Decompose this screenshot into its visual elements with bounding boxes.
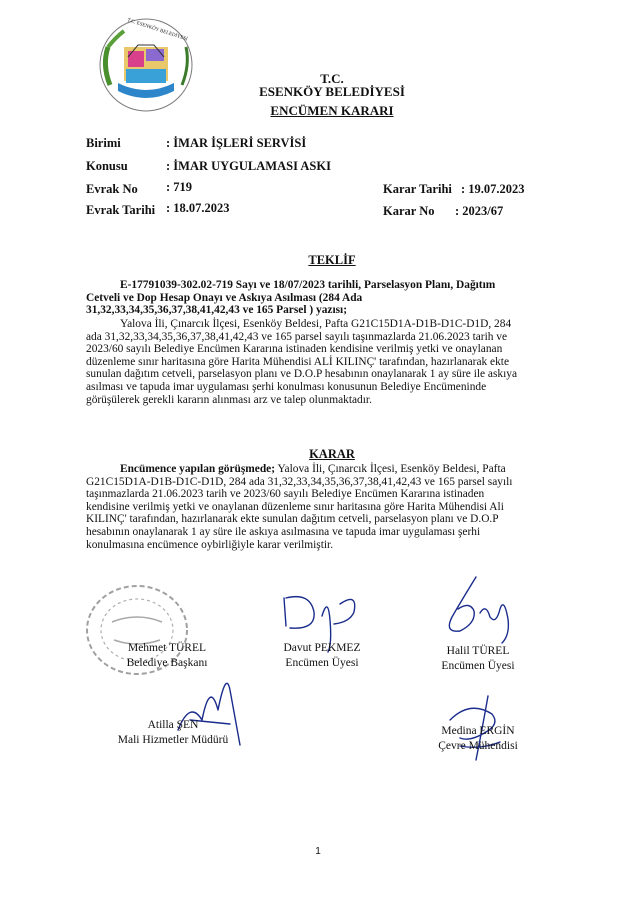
signature-block [82, 641, 252, 671]
teklif-subject-line: Cetveli ve Dop Hesap Onayı ve Askıya Asılması (284 Ada [86, 291, 363, 304]
teklif-subject [86, 279, 556, 317]
konusu-label: Konusu [86, 159, 128, 173]
signatory-title: Encümen Üyesi [285, 657, 359, 669]
signature-block [88, 718, 258, 748]
karar-first-line-rest: Yalova İli, Çınarcık İlçesi, Esenköy Beldesi, Pafta [275, 463, 506, 475]
karar-title: KARAR [309, 447, 355, 461]
konusu-value: : İMAR UYGULAMASI ASKI [166, 159, 331, 173]
signatory-name: Mehmet TÜREL [127, 642, 207, 654]
evrak-tarihi-value: : 18.07.2023 [166, 201, 230, 215]
teklif-line: ada 31,32,33,34,35,36,37,38,41,42,43 ve 165 parsel sayılı taşınmazlarda 21.06.2023 tarih ve [86, 330, 508, 343]
teklif-line: asılması ve tapuda imar uygulaması şerhi konulması konusunun Belediye Encümeninde [86, 380, 487, 393]
karar-tarihi-label: Karar Tarihi [383, 182, 452, 196]
birimi-label: Birimi [86, 136, 121, 150]
signatory-title: Çevre Mühendisi [438, 740, 518, 752]
karar-line: hesabının onaylanarak 1 ay süre ile askıya asılmasına ve tapuda imar uygulaması şerhi [86, 525, 481, 538]
signatory-title: Mali Hizmetler Müdürü [117, 734, 229, 746]
header-municipality: ESENKÖY BELEDİYESİ [259, 84, 405, 99]
karar-tarihi-value: : 19.07.2023 [461, 182, 525, 196]
signature-mark [430, 573, 520, 648]
karar-no-value: : 2023/67 [455, 204, 504, 218]
teklif-line: Yalova İli, Çınarcık İlçesi, Esenköy Beldesi, Pafta G21C15D1A-D1B-D1C-D1D, 284 [120, 318, 512, 330]
signature-block [393, 644, 563, 674]
signatory-title: Belediye Başkanı [126, 657, 208, 669]
karar-line: konulmasına encümence oybirliğiyle karar verilmiştir. [86, 538, 334, 551]
teklif-body [86, 318, 556, 406]
evrak-no-value: : 719 [166, 180, 193, 194]
teklif-title: TEKLİF [308, 253, 356, 267]
page-number: 1 [315, 846, 321, 857]
teklif-subject-line: 31,32,33,34,35,36,37,38,41,42,43 ve 165 Parsel ) yazısı; [86, 304, 348, 317]
svg-text:T.C. ESENKÖY BELEDİYESİ: T.C. ESENKÖY BELEDİYESİ [126, 18, 189, 43]
evrak-no-label: Evrak No [86, 182, 138, 196]
signature-block [237, 641, 407, 671]
karar-line: KILINÇ' tarafından, hazırlanarak ekte sunulan dağıtım cetveli, parselasyon planı ve D.O.P [86, 513, 499, 526]
signatory-name: Medina ERGİN [441, 725, 515, 737]
karar-line: taşınmazlarda 21.06.2023 tarih ve 2023/60 sayılı Belediye Encümen Kararına istinaden [86, 488, 485, 501]
karar-first-line [86, 463, 556, 476]
karar-lead: Encümence yapılan görüşmede; [120, 463, 276, 475]
karar-no-label: Karar No [383, 204, 435, 218]
signatory-name: Halil TÜREL [446, 645, 510, 657]
header-tc: T.C. [320, 71, 344, 86]
karar-body [86, 463, 556, 551]
teklif-line: görüşülerek gerekli kararın alınması arz ve talep olunmaktadır. [86, 393, 372, 406]
teklif-line: sunulan dağıtım cetveli, parselasyon planı ve D.O.P hesabının onaylanarak 1 ay süre ile askıya [86, 368, 518, 381]
birimi-value: : İMAR İŞLERİ SERVİSİ [166, 136, 307, 150]
document-title: ENCÜMEN KARARI [270, 103, 394, 118]
teklif-line: düzenleme sınır haritasına göre Harita Mühendisi ALİ KILINÇ' tarafından, hazırlanarak ekte [86, 355, 510, 368]
signatory-name: Davut PEKMEZ [283, 642, 361, 654]
karar-line: G21C15D1A-D1B-D1C-D1D, 284 ada 31,32,33,34,35,36,37,38,41,42,43 ve 165 parsel sayılı [86, 475, 513, 488]
teklif-line: 2023/60 sayılı Belediye Encümen Kararına istinaden kendisine verilmiş yetki ve onaylanan [86, 343, 503, 356]
signatory-title: Encümen Üyesi [441, 660, 515, 672]
signatory-name: Atilla ŞEN [147, 719, 199, 731]
signature-block [393, 724, 563, 754]
teklif-subject-line: E-17791039-302.02-719 Sayı ve 18/07/2023 tarihli, Parselasyon Planı, Dağıtım [120, 279, 496, 291]
evrak-tarihi-label: Evrak Tarihi [86, 203, 156, 217]
karar-line: kendisine verilmiş yetki ve onaylanan düzenleme sınır haritasına göre Harita Mühendisi Ali [86, 500, 504, 513]
